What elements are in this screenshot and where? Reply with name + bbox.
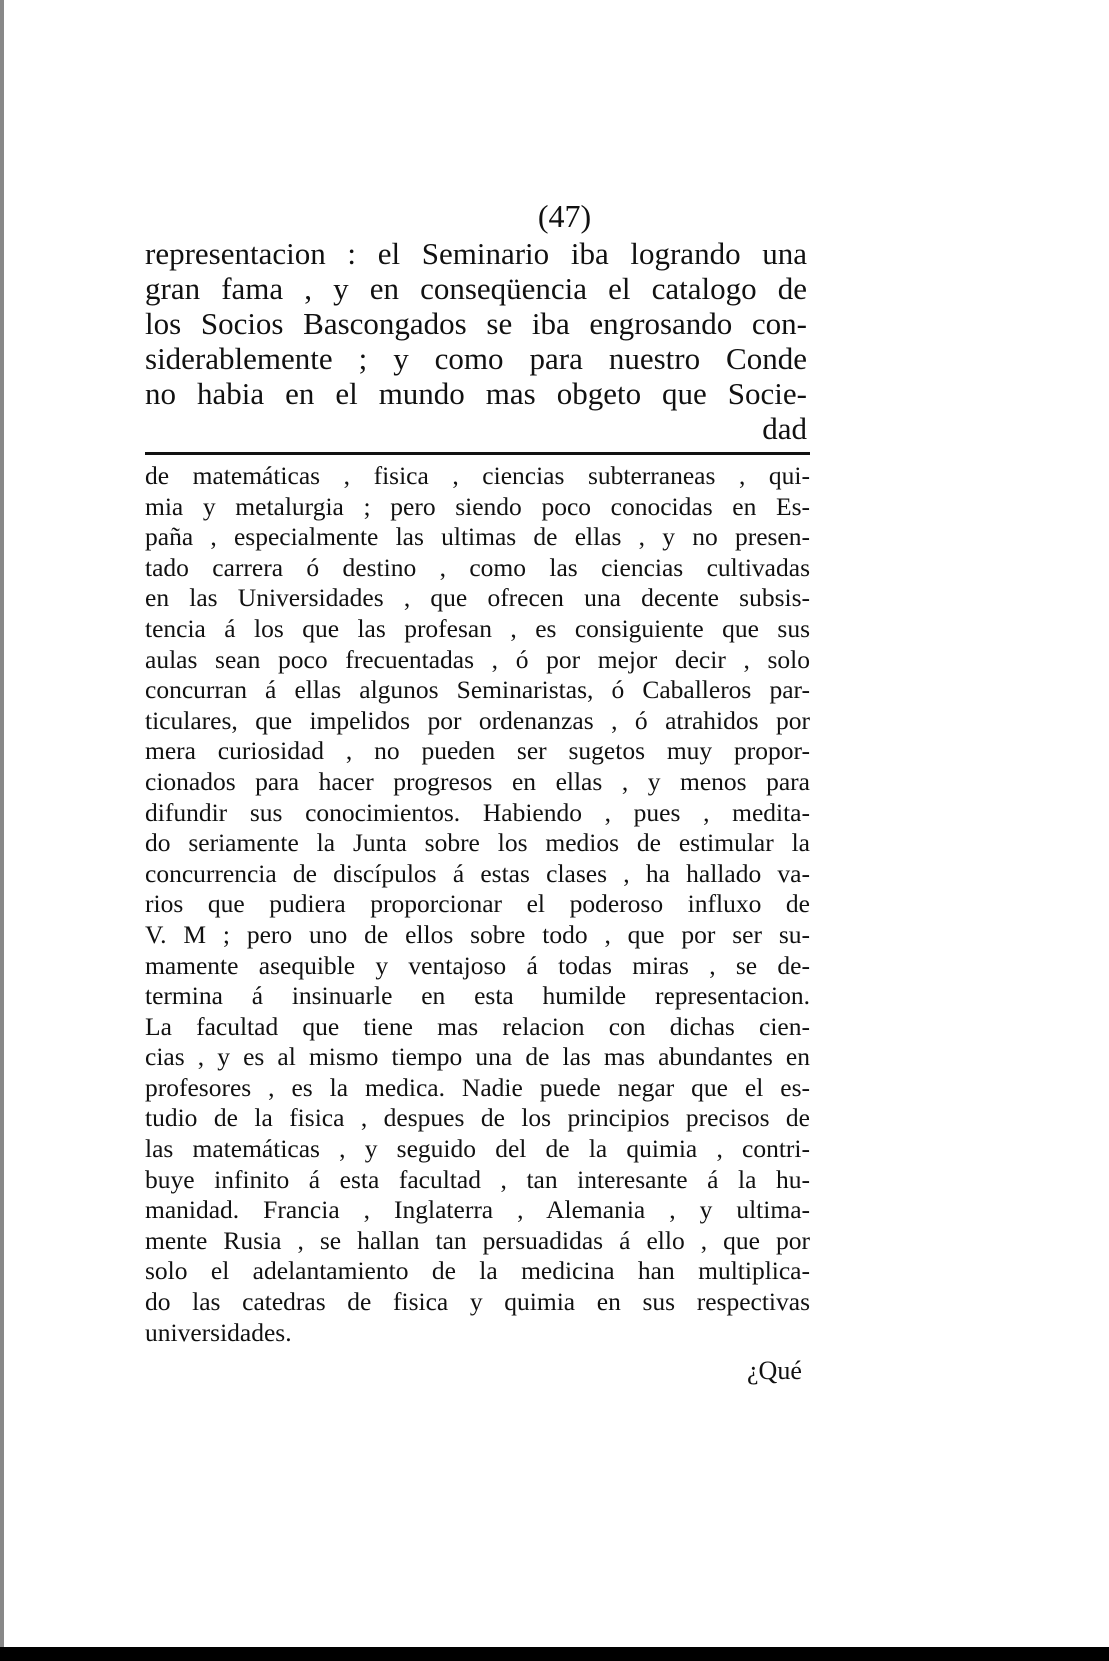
text-line: siderablemente ; y como para nuestro Conde [145, 341, 807, 376]
text-line: de matemáticas , fisica , ciencias subterraneas , qui- [145, 461, 810, 490]
scan-left-edge [0, 0, 4, 1661]
text-line: difundir sus conocimientos. Habiendo , pues , medita- [145, 797, 810, 827]
text-line: do seriamente la Junta sobre los medios de estimular la [145, 828, 810, 858]
text-line: mamente asequible y ventajoso á todas miras , se de- [145, 950, 810, 980]
text-line: tencia á los que las profesan , es consiguiente que sus [145, 613, 810, 643]
text-line: do las catedras de fisica y quimia en sus respectivas [145, 1287, 810, 1317]
text-line: termina á insinuarle en esta humilde representacion. [145, 981, 810, 1011]
text-line: profesores , es la medica. Nadie puede negar que el es- [145, 1072, 810, 1102]
text-line: tado carrera ó destino , como las ciencias cultivadas [145, 552, 810, 582]
text-line: buye infinito á esta facultad , tan interesante á la hu- [145, 1164, 810, 1194]
text-line: cias , y es al mismo tiempo una de las mas abundantes en [145, 1042, 810, 1072]
text-line: paña , especialmente las ultimas de ellas , y no presen- [145, 522, 810, 552]
catchword: ¿Qué [747, 1356, 802, 1385]
upper-text-block [145, 236, 807, 446]
text-line: ticulares, que impelidos por ordenanzas , ó atrahidos por [145, 705, 810, 735]
text-line: en las Universidades , que ofrecen una decente subsis- [145, 583, 810, 613]
text-line: rios que pudiera proporcionar el poderoso influxo de [145, 889, 810, 919]
lower-text-block [145, 461, 810, 1348]
text-line: manidad. Francia , Inglaterra , Alemania , y ultima- [145, 1195, 810, 1225]
text-line: mia y metalurgia ; pero siendo poco conocidas en Es- [145, 491, 810, 521]
text-line: universidades. [145, 1317, 292, 1347]
text-line: las matemáticas , y seguido del de la quimia , contri- [145, 1134, 810, 1164]
text-line: no habia en el mundo mas obgeto que Socie- [145, 376, 807, 411]
text-line: mera curiosidad , no pueden ser sugetos muy propor- [145, 736, 810, 766]
scan-bottom-edge [0, 1647, 1109, 1661]
text-line: V. M ; pero uno de ellos sobre todo , que por ser su- [145, 919, 810, 949]
text-line: concurran á ellas algunos Seminaristas, ó Caballeros par- [145, 675, 810, 705]
text-line: dad [762, 411, 807, 446]
text-line: los Socios Bascongados se iba engrosando con- [145, 306, 807, 341]
text-line: solo el adelantamiento de la medicina han multiplica- [145, 1256, 810, 1286]
page-number: (47) [537, 198, 592, 234]
text-line: representacion : el Seminario iba logrando una [145, 236, 807, 271]
text-line: aulas sean poco frecuentadas , ó por mejor decir , solo [145, 644, 810, 674]
text-line: mente Rusia , se hallan tan persuadidas á ello , que por [145, 1225, 810, 1255]
text-line: La facultad que tiene mas relacion con dichas cien- [145, 1011, 810, 1041]
horizontal-rule [145, 452, 810, 455]
text-line: cionados para hacer progresos en ellas , y menos para [145, 766, 810, 796]
text-line: concurrencia de discípulos á estas clases , ha hallado va- [145, 858, 810, 888]
text-line: tudio de la fisica , despues de los principios precisos de [145, 1103, 810, 1133]
text-line: gran fama , y en conseqüencia el catalogo de [145, 271, 807, 306]
